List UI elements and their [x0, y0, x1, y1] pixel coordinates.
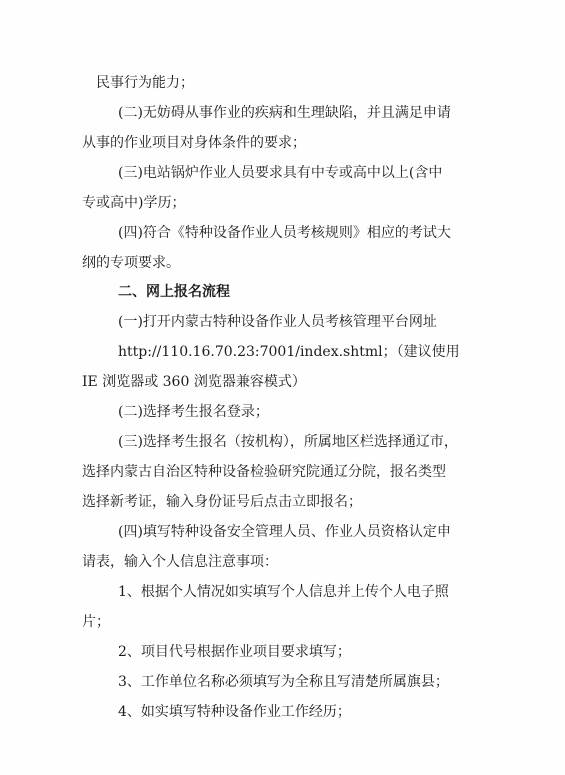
- text-line-6: (四)符合《特种设备作业人员考核规则》相应的考试大: [118, 225, 451, 241]
- text-line-12: (二)选择考生报名登录；: [118, 404, 269, 420]
- text-line-14: 选择内蒙古自治区特种设备检验研究院通辽分院，报名类型: [82, 464, 446, 480]
- text-line-3: 从事的作业项目对身体条件的要求；: [82, 135, 306, 151]
- text-line-17: 请表，输入个人信息注意事项：: [82, 554, 278, 570]
- text-line-5: 专或高中)学历；: [82, 195, 186, 211]
- text-line-4: (三)电站锅炉作业人员要求具有中专或高中以上(含中: [118, 165, 443, 181]
- text-line-19: 片；: [82, 614, 110, 630]
- section-heading: 二、网上报名流程: [118, 284, 230, 300]
- text-line-16: (四)填写特种设备安全管理人员、作业人员资格认定申: [118, 524, 451, 540]
- text-line-13: (三)选择考生报名（按机构），所属地区栏选择通辽市，: [118, 434, 458, 450]
- text-line-2: (二)无妨碍从事作业的疾病和生理缺陷，并且满足申请: [118, 105, 451, 121]
- text-line-7: 纲的专项要求。: [82, 255, 180, 271]
- text-line-9: (一)打开内蒙古特种设备作业人员考核管理平台网址: [118, 314, 437, 330]
- text-line-11: IE 浏览器或 360 浏览器兼容模式）: [82, 374, 306, 390]
- url-line: http://110.16.70.23:7001/index.shtml；（建议使用: [118, 344, 460, 360]
- text-line-21: 3、工作单位名称必须填写为全称且写清楚所属旗县；: [118, 674, 449, 690]
- text-line-1: 民事行为能力；: [96, 75, 194, 91]
- text-line-22: 4、如实填写特种设备作业工作经历；: [118, 704, 351, 720]
- text-line-20: 2、项目代号根据作业项目要求填写；: [118, 644, 351, 660]
- text-line-15: 选择新考证，输入身份证号后点击立即报名；: [82, 494, 362, 510]
- text-line-18: 1、根据个人情况如实填写个人信息并上传个人电子照: [118, 584, 449, 600]
